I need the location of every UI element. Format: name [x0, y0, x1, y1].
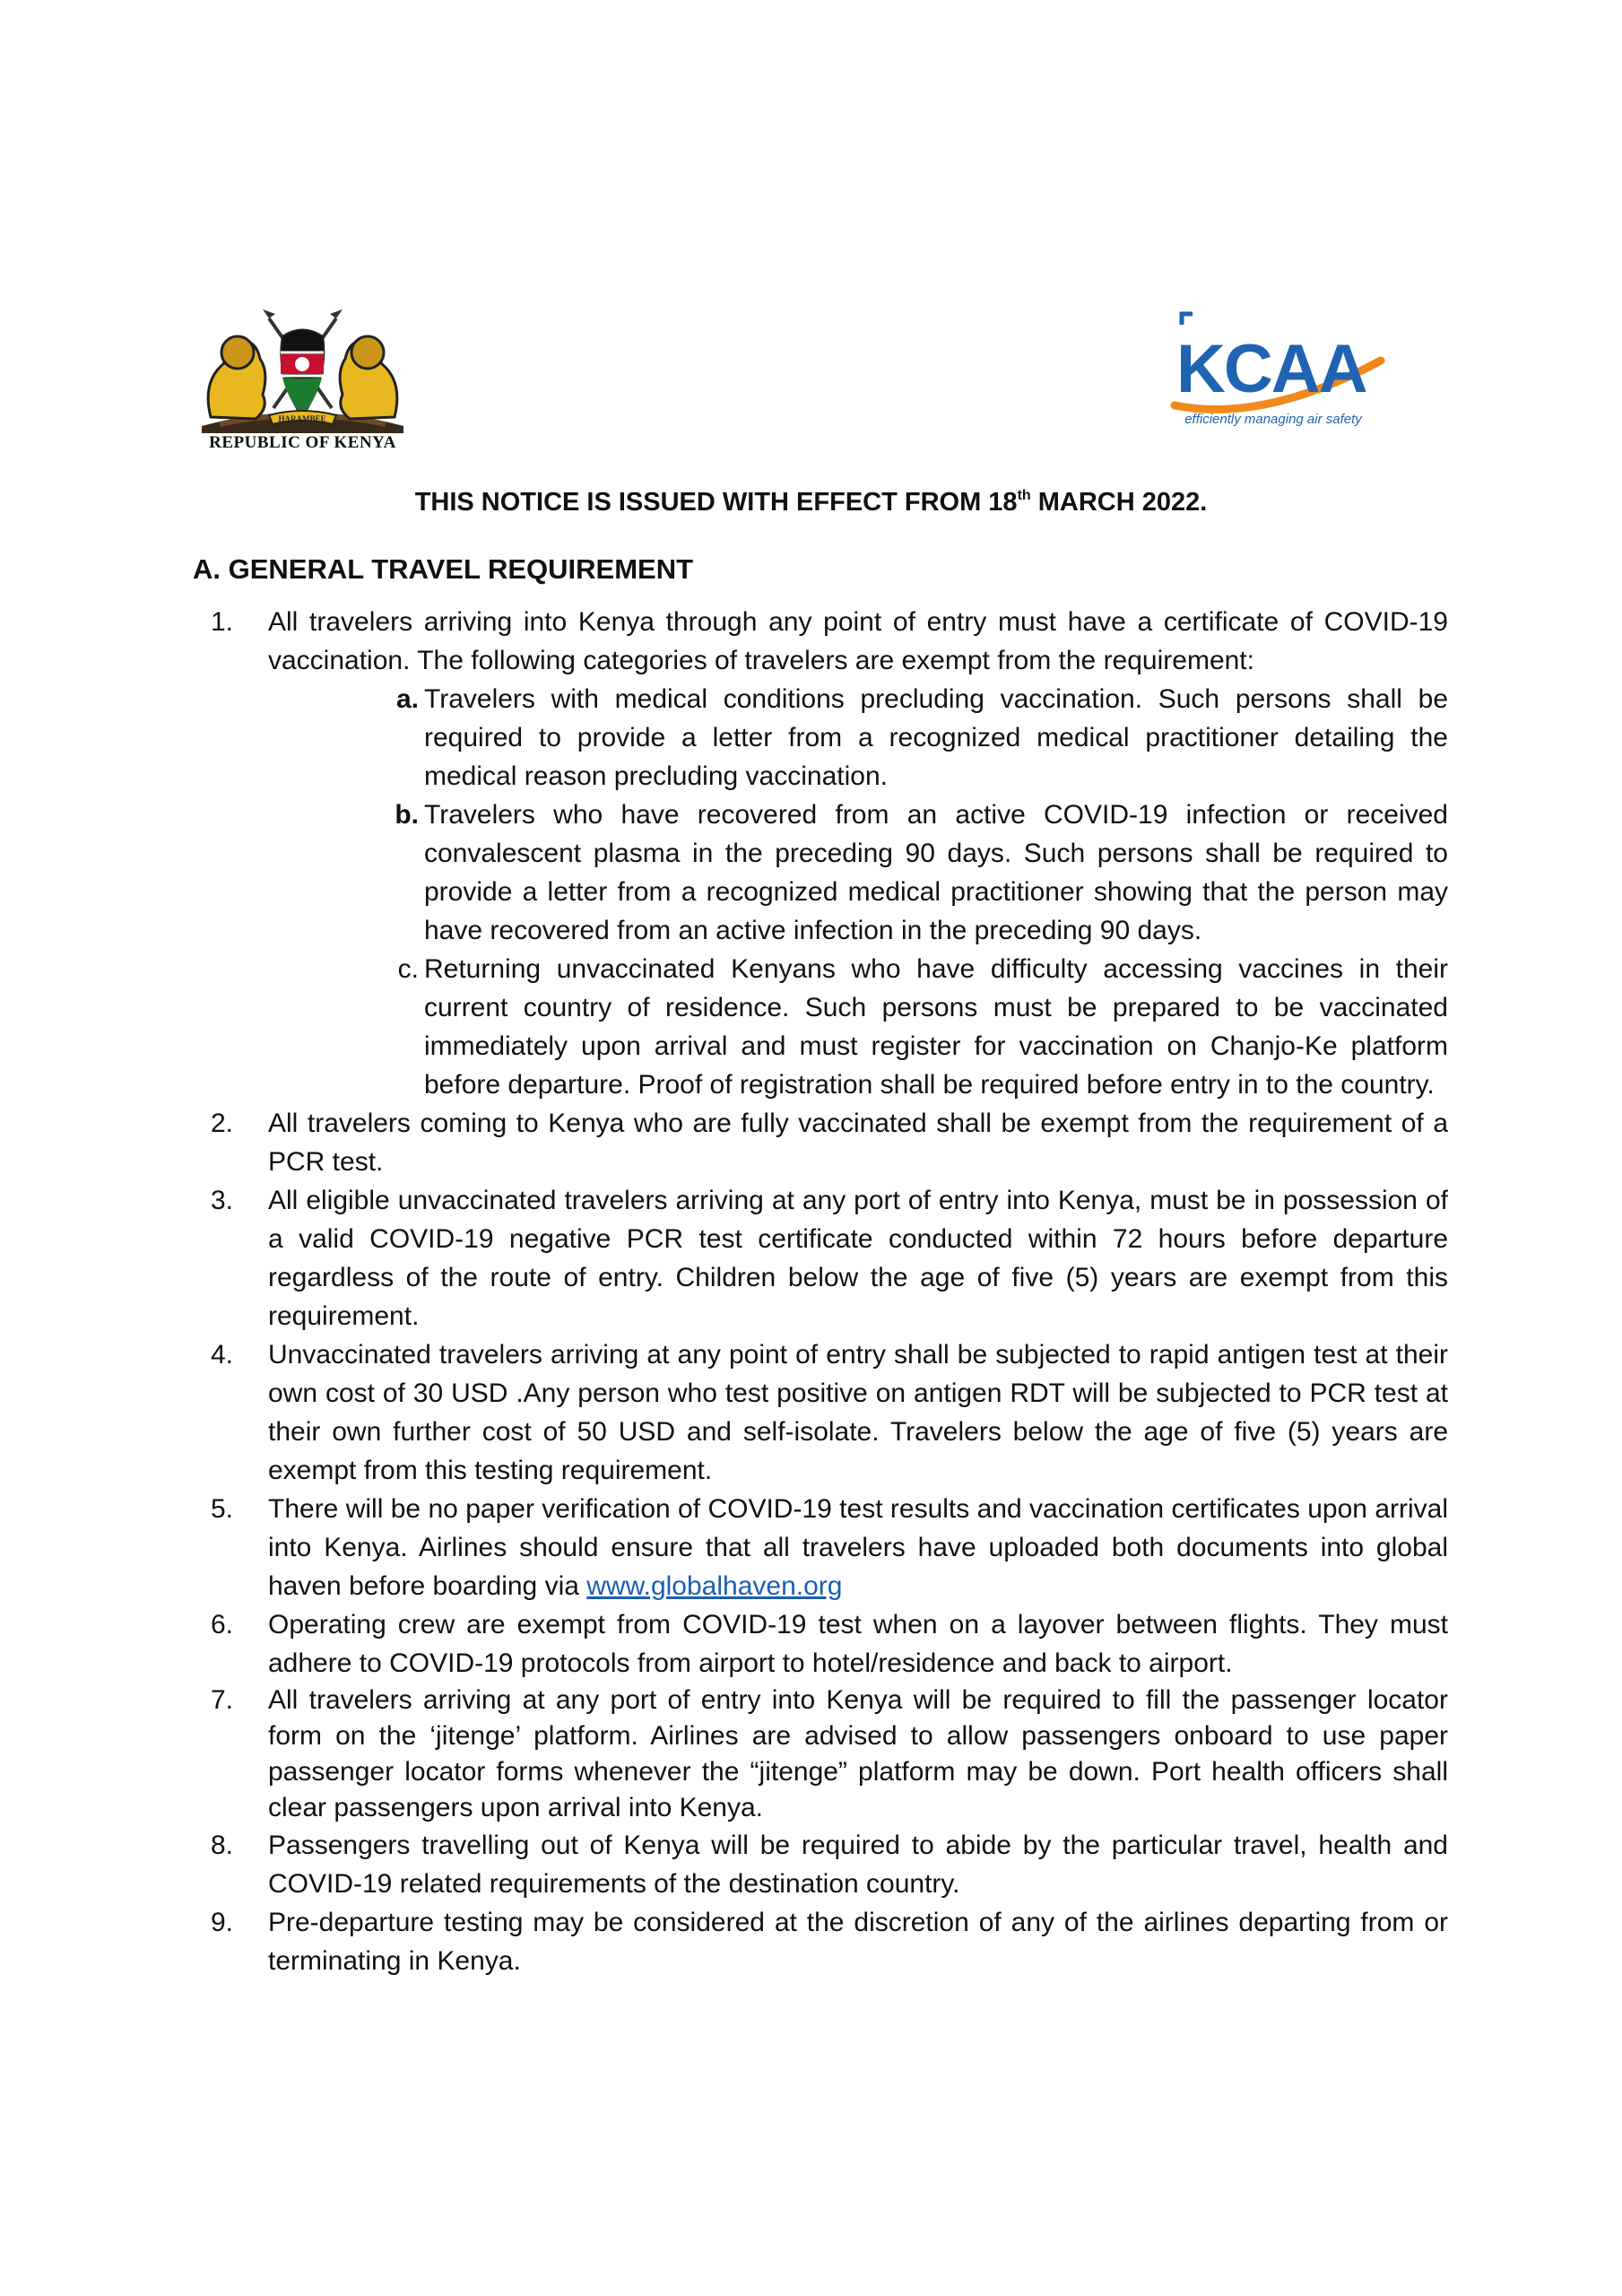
sub-list-item [193, 796, 1448, 950]
item-text: There will be no paper verification of COVID-19 test results and vaccination certificates upon arrival into Kenya. Airlines should ensure that all travelers have uploaded both documents into global haven before boarding via [268, 1494, 1448, 1601]
list-item [193, 1903, 1448, 1980]
coat-of-arms-icon [184, 309, 421, 435]
item-number: 5. [211, 1494, 234, 1524]
item-number: 4. [211, 1340, 234, 1370]
item-number: 9. [211, 1908, 234, 1937]
kcaa-tagline: efficiently managing air safety [1184, 412, 1362, 427]
list-item [193, 603, 1448, 680]
item-text: All travelers arriving into Kenya through any point of entry must have a certificate of COVID-19 vaccination. The following categories of travelers are exempt from the requirement: [268, 607, 1448, 675]
notice-suffix: MARCH 2022. [1030, 488, 1208, 517]
kenya-logo-caption: REPUBLIC OF KENYA [209, 433, 396, 452]
sub-item-letter: b. [395, 800, 419, 830]
harambee-banner-text: HARAMBEE [278, 414, 326, 423]
list-item [193, 1826, 1448, 1903]
list-item [193, 1605, 1448, 1683]
list-item [193, 1490, 1448, 1605]
requirements-list [193, 603, 1448, 1980]
item-text: All eligible unvaccinated travelers arriving at any port of entry into Kenya, must be in possession of a valid COVID-19 negative PCR test certificate conducted within 72 hours before departure regardless of the route of entry. Children below the age of five (5) years are exempt from this requirement. [268, 1186, 1448, 1331]
list-item [193, 1683, 1448, 1826]
item-text: Unvaccinated travelers arriving at any point of entry shall be subjected to rapid antigen test at their own cost of 30 USD .Any person who test positive on antigen RDT will be subjected to PCR test at their own further cost of 50 USD and self-isolate. Travelers below the age of five (5) years are exempt from this testing requirement. [268, 1340, 1448, 1485]
item-text: Pre-departure testing may be considered at the discretion of any of the airlines departing from or terminating in Kenya. [268, 1908, 1448, 1976]
sub-item-letter: c. [397, 954, 419, 984]
globalhaven-link[interactable]: www.globalhaven.org [586, 1571, 843, 1601]
item-text: All travelers arriving at any port of entry into Kenya will be required to fill the passenger locator form on the ‘jitenge’ platform. Airlines are advised to allow passengers onboard to use paper passenger locator forms whenever the “jitenge” platform may be down. Port health officers shall clear passengers upon arrival into Kenya. [268, 1685, 1448, 1822]
section-title: A. GENERAL TRAVEL REQUIREMENT [193, 553, 694, 585]
sub-list-item [193, 680, 1448, 796]
list-item [193, 1104, 1448, 1181]
kenya-coat-of-arms-logo [184, 309, 421, 457]
kcaa-logo [1157, 307, 1390, 432]
list-item [193, 1181, 1448, 1335]
kcaa-wordmark: KCAA [1176, 331, 1366, 407]
notice-prefix: THIS NOTICE IS ISSUED WITH EFFECT FROM 18 [414, 488, 1018, 517]
item-number: 1. [211, 607, 234, 637]
notice-heading [0, 484, 1622, 520]
item-number: 2. [211, 1109, 234, 1138]
sub-item-letter: a. [395, 684, 419, 714]
item-text: Passengers travelling out of Kenya will be required to abide by the particular travel, health and COVID-19 related requirements of the destination country. [268, 1831, 1448, 1899]
item-number: 6. [211, 1610, 234, 1639]
sub-list-item [193, 950, 1448, 1104]
notice-superscript: th [1017, 488, 1031, 503]
sub-item-text: Travelers who have recovered from an active COVID-19 infection or received convalescent plasma in the preceding 90 days. Such persons shall be required to provide a letter from a recognized medical practitioner showing that the person may have recovered from an active infection in the preceding 90 days. [424, 800, 1448, 945]
item-text: All travelers coming to Kenya who are fully vaccinated shall be exempt from the requirement of a PCR test. [268, 1109, 1448, 1177]
item-number: 8. [211, 1831, 234, 1860]
item-number: 3. [211, 1186, 234, 1215]
item-number: 7. [211, 1685, 234, 1715]
sub-item-text: Travelers with medical conditions precluding vaccination. Such persons shall be required to provide a letter from a recognized medical practitioner detailing the medical reason precluding vaccination. [424, 684, 1448, 791]
item-text: Operating crew are exempt from COVID-19 test when on a layover between flights. They must adhere to COVID-19 protocols from airport to hotel/residence and back to airport. [268, 1610, 1448, 1678]
list-item [193, 1335, 1448, 1490]
sub-item-text: Returning unvaccinated Kenyans who have difficulty accessing vaccines in their current country of residence. Such persons must be prepared to be vaccinated immediately upon arrival and must register for vaccination on Chanjo-Ke platform before departure. Proof of registration shall be required before entry in to the country. [424, 954, 1448, 1100]
